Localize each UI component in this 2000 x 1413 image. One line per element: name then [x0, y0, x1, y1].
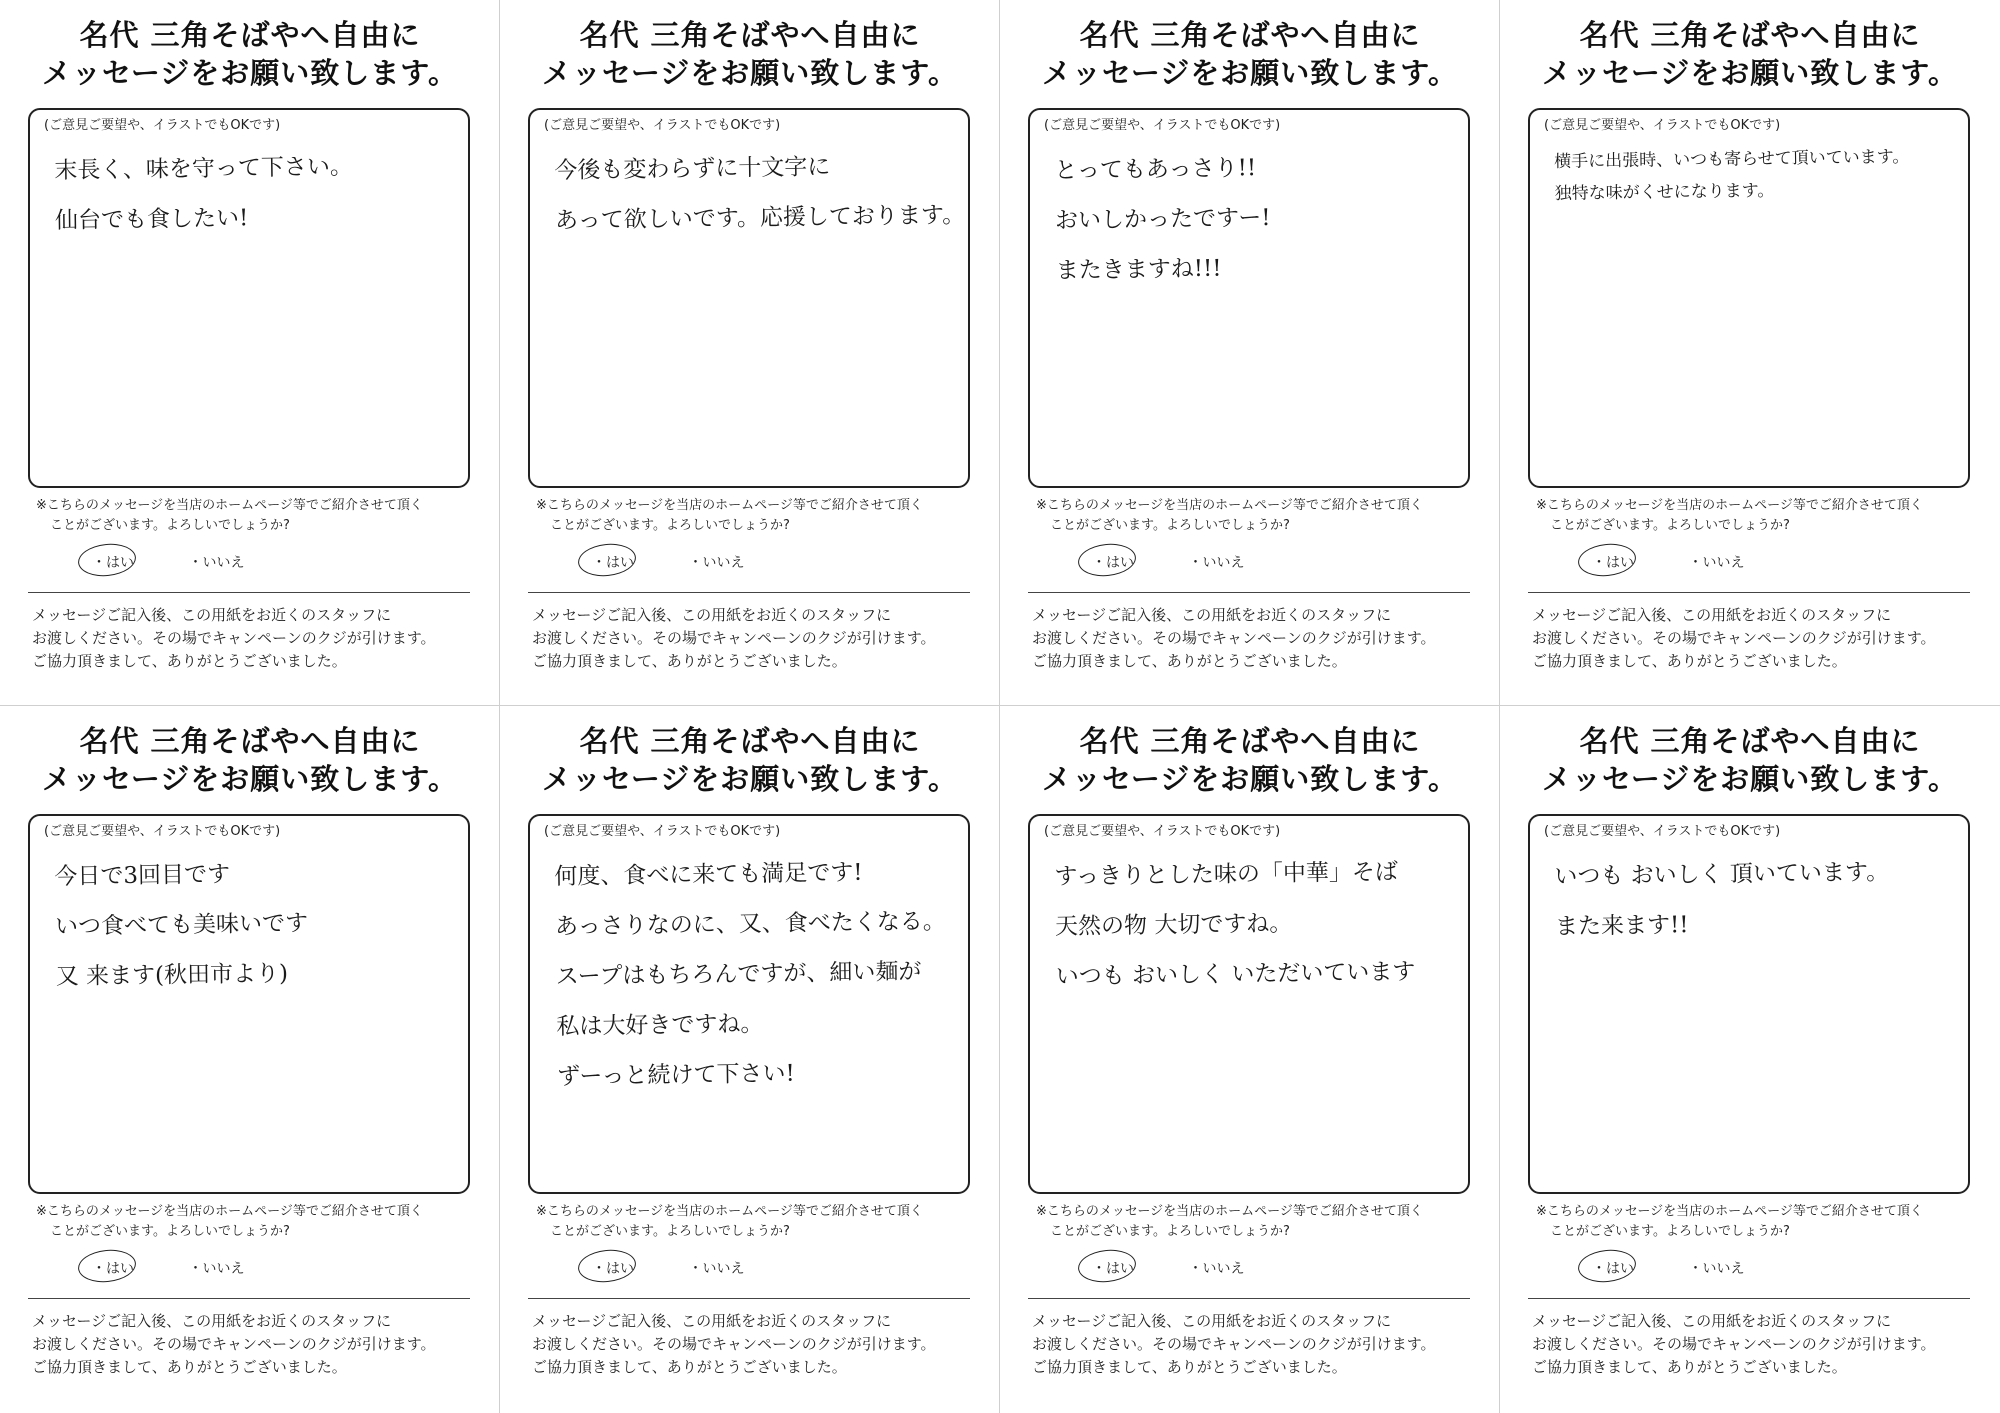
- card-title: [500, 722, 1000, 798]
- notice-line2: ことがございます。よろしいでしょうか?: [1050, 518, 1290, 533]
- handwritten-line: 今後も変わらずに十文字に: [554, 154, 831, 184]
- handwritten-line: 私は大好きですね。: [556, 1011, 764, 1040]
- option-yes[interactable]: ・はい: [1582, 550, 1644, 574]
- handwritten-line: 今日で3回目です: [54, 861, 231, 890]
- card-title-line2: メッセージをお願い致します。: [42, 762, 458, 796]
- divider: [1028, 1298, 1470, 1299]
- card-title: [1500, 16, 2000, 92]
- message-box: [1528, 814, 1970, 1194]
- card-title-line1: 名代 三角そばやへ自由に: [1579, 724, 1921, 758]
- card-title-line1: 名代 三角そばやへ自由に: [579, 18, 921, 52]
- handwritten-message: [554, 846, 961, 1102]
- handwritten-message: [1554, 846, 1959, 952]
- consent-options: [1082, 1256, 1254, 1280]
- consent-options: [82, 1256, 254, 1280]
- card-title-line1: 名代 三角そばやへ自由に: [79, 724, 421, 758]
- message-box: [1028, 108, 1470, 488]
- handwritten-line: 天然の物 大切ですね。: [1054, 910, 1293, 940]
- divider: [528, 1298, 970, 1299]
- message-hint: (ご意見ご要望や、イラストでもOKです): [1044, 824, 1281, 839]
- card-title-line2: メッセージをお願い致します。: [1042, 762, 1458, 796]
- notice-line1: ※こちらのメッセージを当店のホームページ等でご紹介させて頂く: [1036, 1204, 1423, 1219]
- option-no[interactable]: ・いいえ: [188, 1261, 245, 1277]
- card-footer: [32, 604, 492, 673]
- message-box: [1528, 108, 1970, 488]
- handwritten-line: 独特な味がくせになります。: [1554, 180, 1775, 204]
- message-box: [528, 814, 970, 1194]
- handwritten-line: またきますね!!!: [1055, 255, 1222, 284]
- handwritten-line: 仙台でも食したい!: [54, 205, 249, 234]
- message-hint: (ご意見ご要望や、イラストでもOKです): [544, 118, 781, 133]
- message-hint: (ご意見ご要望や、イラストでもOKです): [44, 824, 281, 839]
- card-footer: [1532, 1310, 1992, 1379]
- footer-line2: お渡しください。その場でキャンペーンのクジが引けます。: [1532, 629, 1936, 647]
- card-title-line2: メッセージをお願い致します。: [542, 762, 958, 796]
- message-hint: (ご意見ご要望や、イラストでもOKです): [544, 824, 781, 839]
- handwritten-line: とってもあっさり!!: [1054, 155, 1257, 184]
- option-yes[interactable]: ・はい: [82, 1256, 144, 1280]
- message-card: [1000, 706, 1500, 1413]
- option-no[interactable]: ・いいえ: [1188, 555, 1245, 571]
- footer-line3: ご協力頂きまして、ありがとうございました。: [1532, 1358, 1847, 1376]
- card-title: [500, 16, 1000, 92]
- message-card: [0, 706, 500, 1413]
- option-yes[interactable]: ・はい: [582, 1256, 644, 1280]
- footer-line2: お渡しください。その場でキャンペーンのクジが引けます。: [1532, 1335, 1936, 1353]
- card-title: [1500, 722, 2000, 798]
- footer-line3: ご協力頂きまして、ありがとうございました。: [1532, 652, 1847, 670]
- footer-line3: ご協力頂きまして、ありがとうございました。: [532, 1358, 847, 1376]
- footer-line1: メッセージご記入後、この用紙をお近くのスタッフに: [32, 1312, 392, 1330]
- footer-line2: お渡しください。その場でキャンペーンのクジが引けます。: [32, 629, 436, 647]
- card-footer: [32, 1310, 492, 1379]
- footer-line1: メッセージご記入後、この用紙をお近くのスタッフに: [1032, 606, 1392, 624]
- card-title-line2: メッセージをお願い致します。: [542, 56, 958, 90]
- message-card: [1500, 0, 2000, 706]
- publish-consent-notice: [1536, 1202, 1986, 1242]
- option-no[interactable]: ・いいえ: [1688, 1261, 1745, 1277]
- divider: [1528, 1298, 1970, 1299]
- card-title-line2: メッセージをお願い致します。: [42, 56, 458, 90]
- divider: [528, 592, 970, 593]
- notice-line1: ※こちらのメッセージを当店のホームページ等でご紹介させて頂く: [1536, 1204, 1923, 1219]
- handwritten-line: あっさりなのに、又、食べたくなる。: [554, 908, 946, 940]
- option-no[interactable]: ・いいえ: [188, 555, 245, 571]
- publish-consent-notice: [1036, 1202, 1486, 1242]
- divider: [28, 592, 470, 593]
- footer-line2: お渡しください。その場でキャンペーンのクジが引けます。: [532, 629, 936, 647]
- handwritten-line: いつも おいしく 頂いています。: [1554, 859, 1890, 890]
- card-title-line1: 名代 三角そばやへ自由に: [579, 724, 921, 758]
- option-yes[interactable]: ・はい: [1082, 550, 1144, 574]
- handwritten-line: 末長く、味を守って下さい。: [54, 153, 354, 184]
- card-title-line1: 名代 三角そばやへ自由に: [79, 18, 421, 52]
- notice-line2: ことがございます。よろしいでしょうか?: [550, 1224, 790, 1239]
- notice-line1: ※こちらのメッセージを当店のホームページ等でご紹介させて頂く: [36, 1204, 423, 1219]
- card-footer: [532, 604, 992, 673]
- message-hint: (ご意見ご要望や、イラストでもOKです): [1544, 824, 1781, 839]
- handwritten-message: [1054, 846, 1460, 1002]
- message-box: [1028, 814, 1470, 1194]
- notice-line2: ことがございます。よろしいでしょうか?: [1550, 1224, 1790, 1239]
- consent-options: [582, 1256, 754, 1280]
- card-title-line2: メッセージをお願い致します。: [1042, 56, 1458, 90]
- footer-line3: ご協力頂きまして、ありがとうございました。: [32, 652, 347, 670]
- option-no[interactable]: ・いいえ: [1688, 555, 1745, 571]
- card-footer: [1532, 604, 1992, 673]
- card-footer: [1032, 1310, 1492, 1379]
- footer-line1: メッセージご記入後、この用紙をお近くのスタッフに: [1032, 1312, 1392, 1330]
- card-title-line1: 名代 三角そばやへ自由に: [1079, 18, 1421, 52]
- footer-line3: ご協力頂きまして、ありがとうございました。: [532, 652, 847, 670]
- card-title-line2: メッセージをお願い致します。: [1542, 762, 1958, 796]
- consent-options: [582, 550, 754, 574]
- divider: [1528, 592, 1970, 593]
- footer-line2: お渡しください。その場でキャンペーンのクジが引けます。: [1032, 629, 1436, 647]
- divider: [28, 1298, 470, 1299]
- option-yes[interactable]: ・はい: [1582, 1256, 1644, 1280]
- message-card: [500, 706, 1000, 1413]
- publish-consent-notice: [536, 1202, 986, 1242]
- notice-line2: ことがございます。よろしいでしょうか?: [550, 518, 790, 533]
- consent-options: [1582, 1256, 1754, 1280]
- handwritten-line: 何度、食べに来ても満足です!: [554, 859, 863, 890]
- footer-line3: ご協力頂きまして、ありがとうございました。: [1032, 1358, 1347, 1376]
- handwritten-message: [554, 140, 966, 246]
- card-footer: [532, 1310, 992, 1379]
- option-yes[interactable]: ・はい: [1082, 1256, 1144, 1280]
- divider: [1028, 592, 1470, 593]
- message-hint: (ご意見ご要望や、イラストでもOKです): [1044, 118, 1281, 133]
- publish-consent-notice: [1536, 496, 1986, 536]
- handwritten-line: 又 来ます(秋田市より): [55, 960, 289, 990]
- handwritten-line: すっきりとした味の「中華」そば: [1054, 859, 1399, 890]
- handwritten-line: また来ます!!: [1554, 912, 1689, 940]
- card-title: [1000, 16, 1500, 92]
- message-hint: (ご意見ご要望や、イラストでもOKです): [44, 118, 281, 133]
- consent-options: [82, 550, 254, 574]
- handwritten-line: ずーっと続けて下さい!: [556, 1060, 795, 1090]
- option-no[interactable]: ・いいえ: [688, 555, 745, 571]
- footer-line3: ご協力頂きまして、ありがとうございました。: [32, 1358, 347, 1376]
- card-title: [0, 722, 500, 798]
- footer-line1: メッセージご記入後、この用紙をお近くのスタッフに: [32, 606, 392, 624]
- footer-line1: メッセージご記入後、この用紙をお近くのスタッフに: [1532, 606, 1892, 624]
- footer-line3: ご協力頂きまして、ありがとうございました。: [1032, 652, 1347, 670]
- handwritten-message: [1554, 140, 1959, 210]
- publish-consent-notice: [1036, 496, 1486, 536]
- card-title: [0, 16, 500, 92]
- publish-consent-notice: [536, 496, 986, 536]
- footer-line1: メッセージご記入後、この用紙をお近くのスタッフに: [532, 1312, 892, 1330]
- handwritten-message: [54, 140, 459, 246]
- card-title-line2: メッセージをお願い致します。: [1542, 56, 1958, 90]
- card-title: [1000, 722, 1500, 798]
- notice-line1: ※こちらのメッセージを当店のホームページ等でご紹介させて頂く: [1536, 498, 1923, 513]
- consent-options: [1082, 550, 1254, 574]
- message-card: [500, 0, 1000, 706]
- card-title-line1: 名代 三角そばやへ自由に: [1079, 724, 1421, 758]
- publish-consent-notice: [36, 496, 486, 536]
- notice-line2: ことがございます。よろしいでしょうか?: [50, 1224, 290, 1239]
- notice-line2: ことがございます。よろしいでしょうか?: [1050, 1224, 1290, 1239]
- message-box: [28, 108, 470, 488]
- handwritten-message: [1054, 140, 1460, 296]
- notice-line2: ことがございます。よろしいでしょうか?: [1550, 518, 1790, 533]
- message-card: [1000, 0, 1500, 706]
- handwritten-line: スープはもちろんですが、細い麺が: [555, 958, 922, 990]
- card-title-line1: 名代 三角そばやへ自由に: [1579, 18, 1921, 52]
- option-no[interactable]: ・いいえ: [688, 1261, 745, 1277]
- notice-line1: ※こちらのメッセージを当店のホームページ等でご紹介させて頂く: [1036, 498, 1423, 513]
- notice-line1: ※こちらのメッセージを当店のホームページ等でご紹介させて頂く: [36, 498, 423, 513]
- notice-line2: ことがございます。よろしいでしょうか?: [50, 518, 290, 533]
- message-box: [528, 108, 970, 488]
- handwritten-line: おいしかったですー!: [1054, 204, 1271, 234]
- option-yes[interactable]: ・はい: [82, 550, 144, 574]
- footer-line2: お渡しください。その場でキャンペーンのクジが引けます。: [1032, 1335, 1436, 1353]
- consent-options: [1582, 550, 1754, 574]
- footer-line1: メッセージご記入後、この用紙をお近くのスタッフに: [1532, 1312, 1892, 1330]
- notice-line1: ※こちらのメッセージを当店のホームページ等でご紹介させて頂く: [536, 498, 923, 513]
- footer-line2: お渡しください。その場でキャンペーンのクジが引けます。: [532, 1335, 936, 1353]
- footer-line1: メッセージご記入後、この用紙をお近くのスタッフに: [532, 606, 892, 624]
- handwritten-line: あって欲しいです。応援しております。: [554, 202, 966, 234]
- publish-consent-notice: [36, 1202, 486, 1242]
- message-hint: (ご意見ご要望や、イラストでもOKです): [1544, 118, 1781, 133]
- handwritten-line: いつも おいしく いただいています: [1055, 958, 1416, 990]
- message-box: [28, 814, 470, 1194]
- handwritten-line: 横手に出張時、いつも寄らせて頂いています。: [1554, 147, 1910, 172]
- message-card: [0, 0, 500, 706]
- handwritten-message: [54, 846, 460, 1002]
- card-footer: [1032, 604, 1492, 673]
- option-no[interactable]: ・いいえ: [1188, 1261, 1245, 1277]
- footer-line2: お渡しください。その場でキャンペーンのクジが引けます。: [32, 1335, 436, 1353]
- message-card: [1500, 706, 2000, 1413]
- option-yes[interactable]: ・はい: [582, 550, 644, 574]
- handwritten-line: いつ食べても美味いです: [54, 910, 309, 940]
- notice-line1: ※こちらのメッセージを当店のホームページ等でご紹介させて頂く: [536, 1204, 923, 1219]
